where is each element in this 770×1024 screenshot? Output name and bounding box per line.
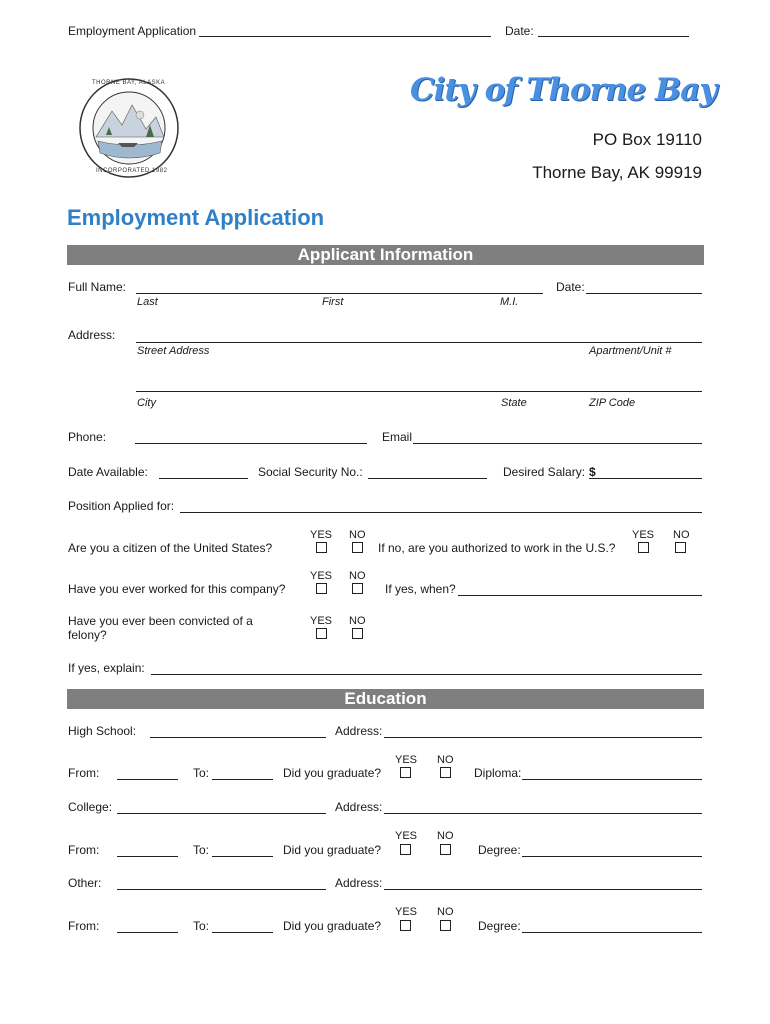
citizen-no-label: NO	[349, 529, 366, 541]
page-title: Employment Application	[67, 205, 325, 230]
other-address-field[interactable]	[384, 889, 702, 890]
full-name-field[interactable]	[136, 293, 543, 294]
college-address-label: Address:	[335, 800, 383, 814]
email-label: Email	[382, 430, 413, 444]
if-yes-when-field[interactable]	[458, 595, 702, 596]
college-from-label: From:	[68, 843, 100, 857]
other-graduate-question: Did you graduate?	[283, 919, 382, 933]
college-to-field[interactable]	[212, 856, 273, 857]
diploma-field[interactable]	[522, 779, 702, 780]
education-band: Education	[67, 689, 704, 709]
date-field[interactable]	[586, 293, 702, 294]
college-grad-yes-checkbox[interactable]	[400, 844, 411, 855]
hs-from-label: From:	[68, 766, 100, 780]
desired-salary-label: Desired Salary:	[503, 465, 586, 479]
citizen-question: Are you a citizen of the United States?	[68, 541, 273, 555]
hs-grad-no-checkbox[interactable]	[440, 767, 451, 778]
email-field[interactable]	[413, 443, 702, 444]
first-sublabel: First	[322, 296, 344, 308]
college-grad-yes-label: YES	[395, 830, 418, 842]
city-state-zip: Thorne Bay, AK 99919	[532, 163, 702, 182]
if-yes-explain-label: If yes, explain:	[68, 661, 145, 675]
authorized-question: If no, are you authorized to work in the U.S.?	[378, 541, 616, 555]
mi-sublabel: M.I.	[500, 296, 519, 308]
street-address-sublabel: Street Address	[137, 345, 210, 357]
worked-no-checkbox[interactable]	[352, 583, 363, 594]
city-sublabel: City	[137, 397, 156, 409]
if-yes-explain-field[interactable]	[151, 674, 702, 675]
authorized-yes-checkbox[interactable]	[638, 542, 649, 553]
top-date-label: Date:	[505, 24, 534, 38]
seal-bottom-text: INCORPORATED 1982	[96, 168, 168, 174]
authorized-no-checkbox[interactable]	[675, 542, 686, 553]
zip-sublabel: ZIP Code	[589, 397, 636, 409]
hs-graduate-question: Did you graduate?	[283, 766, 382, 780]
ssn-field[interactable]	[368, 478, 487, 479]
other-degree-label: Degree:	[478, 919, 521, 933]
if-yes-when-label: If yes, when?	[385, 582, 456, 596]
last-sublabel: Last	[137, 296, 158, 308]
top-employment-application-label: Employment Application	[68, 24, 197, 38]
diploma-label: Diploma:	[474, 766, 522, 780]
college-to-label: To:	[193, 843, 210, 857]
felony-yes-checkbox[interactable]	[316, 628, 327, 639]
worked-yes-label: YES	[310, 570, 333, 582]
hs-grad-yes-checkbox[interactable]	[400, 767, 411, 778]
high-school-address-label: Address:	[335, 724, 383, 738]
citizen-yes-checkbox[interactable]	[316, 542, 327, 553]
po-box: PO Box 19110	[592, 130, 702, 149]
college-address-field[interactable]	[384, 813, 702, 814]
date-available-field[interactable]	[159, 478, 248, 479]
city-seal	[78, 77, 180, 179]
position-label: Position Applied for:	[68, 499, 175, 513]
other-grad-no-label: NO	[437, 906, 454, 918]
hs-grad-yes-label: YES	[395, 754, 418, 766]
high-school-field[interactable]	[150, 737, 326, 738]
state-sublabel: State	[501, 397, 527, 409]
college-degree-label: Degree:	[478, 843, 521, 857]
worked-yes-checkbox[interactable]	[316, 583, 327, 594]
other-grad-yes-checkbox[interactable]	[400, 920, 411, 931]
authorized-no-label: NO	[673, 529, 690, 541]
other-to-field[interactable]	[212, 932, 273, 933]
other-label: Other:	[68, 876, 102, 890]
citizen-no-checkbox[interactable]	[352, 542, 363, 553]
other-degree-field[interactable]	[522, 932, 702, 933]
felony-question-line2: felony?	[68, 628, 107, 642]
other-from-label: From:	[68, 919, 100, 933]
citizen-yes-label: YES	[310, 529, 333, 541]
date-label: Date:	[556, 280, 585, 294]
salary-symbol: $	[589, 465, 596, 479]
position-field[interactable]	[180, 512, 702, 513]
college-label: College:	[68, 800, 113, 814]
felony-no-label: NO	[349, 615, 366, 627]
date-available-label: Date Available:	[68, 465, 148, 479]
other-to-label: To:	[193, 919, 210, 933]
college-grad-no-checkbox[interactable]	[440, 844, 451, 855]
hs-from-field[interactable]	[117, 779, 178, 780]
other-grad-no-checkbox[interactable]	[440, 920, 451, 931]
felony-no-checkbox[interactable]	[352, 628, 363, 639]
phone-label: Phone:	[68, 430, 107, 444]
applicant-info-band: Applicant Information	[67, 245, 704, 265]
other-grad-yes-label: YES	[395, 906, 418, 918]
full-name-label: Full Name:	[68, 280, 127, 294]
felony-yes-label: YES	[310, 615, 333, 627]
college-degree-field[interactable]	[522, 856, 702, 857]
other-field[interactable]	[117, 889, 326, 890]
top-date-line[interactable]	[538, 36, 689, 37]
college-from-field[interactable]	[117, 856, 178, 857]
city-state-zip-field[interactable]	[136, 391, 702, 392]
worked-question: Have you ever worked for this company?	[68, 582, 286, 596]
worked-no-label: NO	[349, 570, 366, 582]
phone-field[interactable]	[135, 443, 367, 444]
apartment-sublabel: Apartment/Unit #	[589, 345, 672, 357]
hs-grad-no-label: NO	[437, 754, 454, 766]
high-school-label: High School:	[68, 724, 137, 738]
authorized-yes-label: YES	[632, 529, 655, 541]
other-address-label: Address:	[335, 876, 383, 890]
city-title: City of Thorne Bay	[410, 72, 717, 108]
ssn-label: Social Security No.:	[258, 465, 363, 479]
seal-top-text: THORNE BAY, ALASKA	[92, 80, 166, 86]
address-label: Address:	[68, 328, 116, 342]
hs-to-label: To:	[193, 766, 210, 780]
other-from-field[interactable]	[117, 932, 178, 933]
desired-salary-field[interactable]	[589, 478, 702, 479]
street-address-field[interactable]	[136, 342, 702, 343]
hs-to-field[interactable]	[212, 779, 273, 780]
high-school-address-field[interactable]	[384, 737, 702, 738]
college-field[interactable]	[117, 813, 326, 814]
college-grad-no-label: NO	[437, 830, 454, 842]
top-application-line[interactable]	[199, 36, 491, 37]
college-graduate-question: Did you graduate?	[283, 843, 382, 857]
felony-question-line1: Have you ever been convicted of a	[68, 614, 253, 628]
